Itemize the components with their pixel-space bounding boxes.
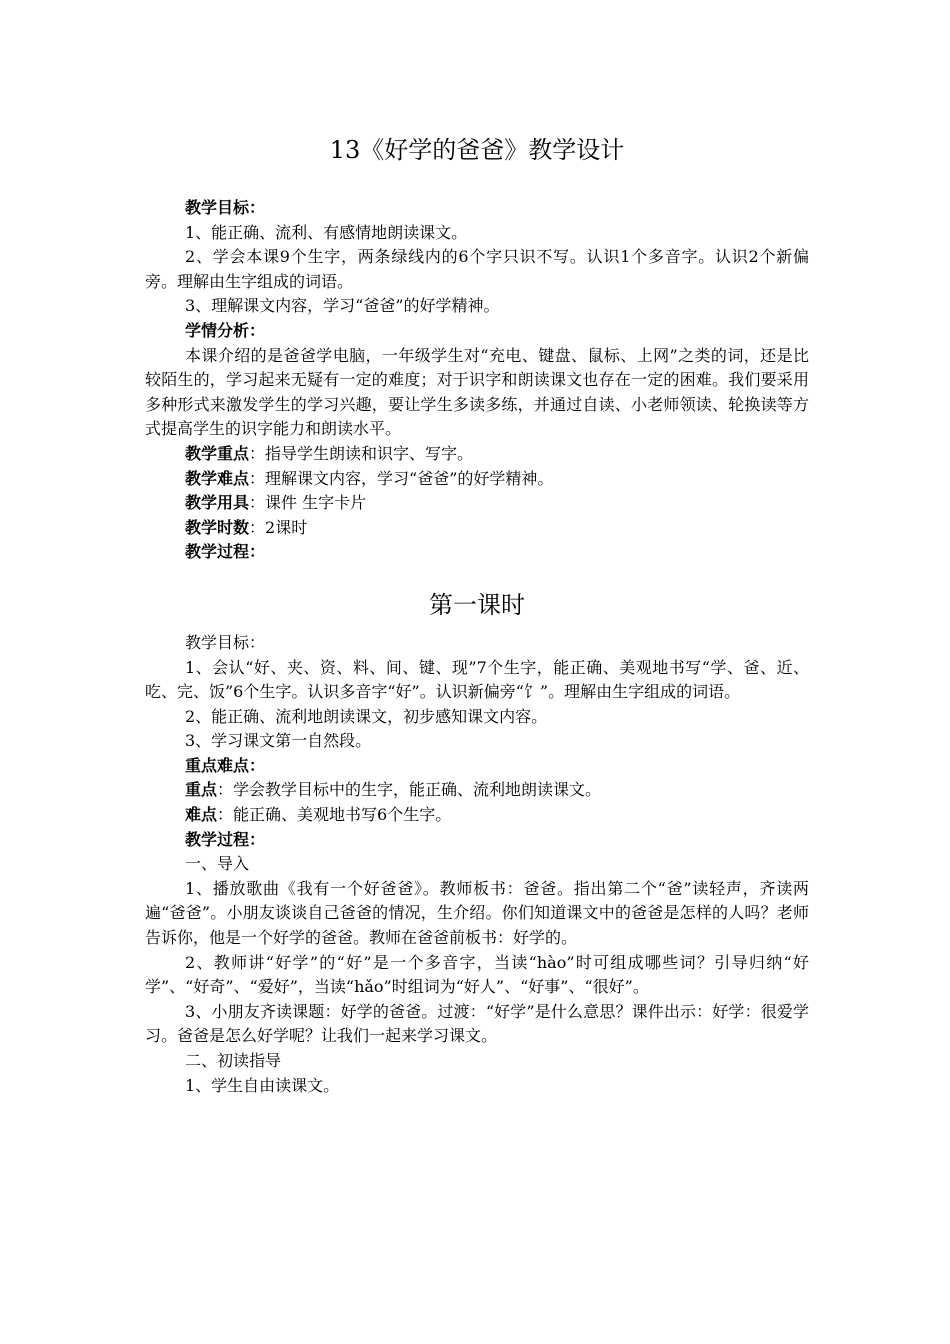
lesson-difficulty-text: ：能正确、美观地书写6个生字。: [217, 805, 452, 825]
step-heading: 二、初读指导: [185, 1051, 282, 1070]
key-point-label: 教学重点: [185, 443, 250, 463]
lesson-title: 第一课时: [429, 590, 525, 619]
tools-label: 教学用具: [185, 493, 250, 513]
lesson-goal-item: 1、会认“好、夹、资、料、间、键、现”7个生字，能正确、美观地书写“学、爸、近、吃、完、饭”6个生字。认识多音字“好”。认识新偏旁“饣”。理解由生字组成的词语。: [145, 657, 809, 702]
lesson-goal-item: 3、学习课文第一自然段。: [185, 731, 372, 751]
difficulty-label: 教学难点: [185, 468, 250, 488]
lesson-key-text: ：学会教学目标中的生字，能正确、流利地朗读课文。: [217, 780, 602, 800]
lesson-goal-heading: 教学目标：: [185, 632, 266, 652]
key-point-text: ：指导学生朗读和识字、写字。: [249, 443, 474, 463]
analysis-heading: 学情分析：: [185, 320, 266, 340]
step-item: 1、播放歌曲《我有一个好爸爸》。教师板书：爸爸。指出第二个“爸”读轻声，齐读两遍“爸爸”。小朋友谈谈自己爸爸的情况，生介绍。你们知道课文中的爸爸是怎样的人吗？老师告诉你，他是一个好学的爸爸。教师在爸爸前板书：好学的。: [145, 878, 809, 948]
hours-text: ：2课时: [249, 517, 308, 537]
step-item: 1、学生自由读课文。: [185, 1075, 340, 1095]
lesson-key-line: [145, 778, 809, 803]
step-item: 3、小朋友齐读课题：好学的爸爸。过渡：“好学”是什么意思？课件出示：好学：很爱学习。爸爸是怎么好学呢？让我们一起来学习课文。: [145, 1001, 809, 1046]
lesson-key-label: 重点: [185, 780, 218, 800]
lesson-goal-item: 2、能正确、流利地朗读课文，初步感知课文内容。: [185, 706, 548, 726]
goal-item: 1、能正确、流利、有感情地朗读课文。: [185, 222, 468, 242]
key-difficulty-heading: 重点难点：: [185, 755, 266, 775]
analysis-text: 本课介绍的是爸爸学电脑，一年级学生对“充电、键盘、鼠标、上网”之类的词，还是比较陌生的，学习起来无疑有一定的难度；对于识字和朗读课文也存在一定的困难。我们要采用多种形式来激发学生的学习兴趣，要让学生多读多练，并通过自读、小老师领读、轮换读等方式提高学生的识字能力和朗读水平。: [145, 345, 809, 439]
key-point-line: [145, 442, 809, 467]
difficulty-text: ：理解课文内容，学习“爸爸”的好学精神。: [249, 468, 554, 488]
step-heading: 一、导入: [185, 854, 250, 874]
goal-item: 3、理解课文内容，学习“爸爸”的好学精神。: [185, 296, 500, 316]
goal-item: 2、学会本课9个生字，两条绿线内的6个字只识不写。认识1个多音字。认识2个新偏旁。理解由生字组成的词语。: [145, 247, 809, 291]
step-item: 2、教师讲“好学”的“好”是一个多音字，当读“hào”时可组成哪些词？引导归纳“好学”、“好奇”、“爱好”，当读“hǎo”时组词为“好人”、“好事”、“很好”。: [145, 952, 809, 997]
tools-line: [145, 491, 809, 516]
tools-text: ：课件 生字卡片: [249, 493, 367, 513]
document-page: [145, 132, 809, 1098]
process-heading: 教学过程：: [185, 542, 266, 562]
difficulty-line: [145, 467, 809, 492]
lesson-difficulty-label: 难点: [185, 805, 218, 825]
lesson-process-heading: 教学过程：: [185, 829, 266, 849]
hours-label: 教学时数: [185, 517, 250, 537]
hours-line: [145, 516, 809, 541]
document-title: 13《好学的爸爸》教学设计: [329, 136, 625, 164]
lesson-difficulty-line: [145, 803, 809, 828]
goal-heading: 教学目标：: [185, 198, 266, 217]
